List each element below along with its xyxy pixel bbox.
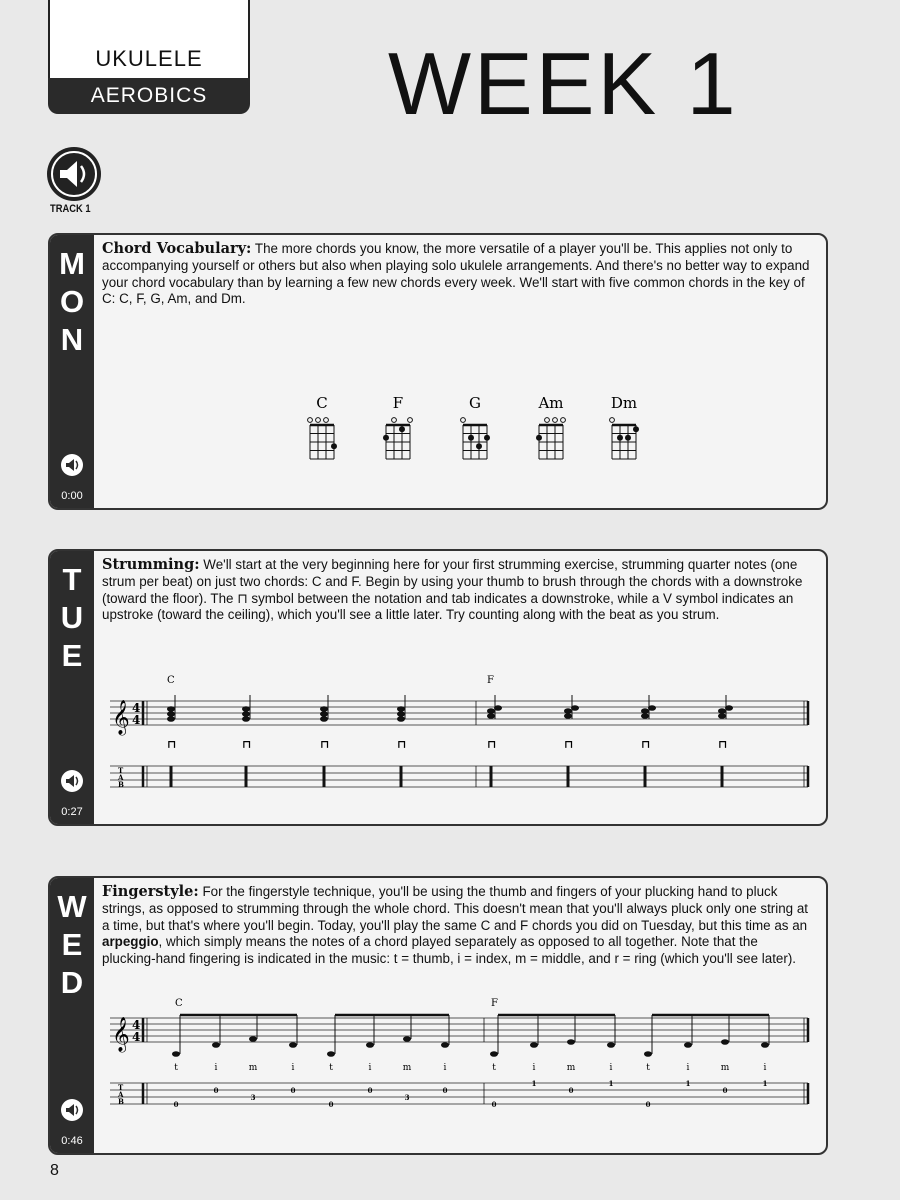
finger-mark: i [532,1063,536,1073]
note-head [320,711,328,717]
open-string-marker [308,418,313,423]
note-head [242,706,250,712]
note-head [490,1051,498,1057]
ukulele-aerobics-logo [48,0,250,116]
note-head [641,713,649,719]
finger-mark: m [566,1063,576,1073]
note-head [320,706,328,712]
note-head [167,716,175,722]
tab-number: 1 [685,1079,691,1088]
tab-number: 0 [173,1100,179,1109]
note-head [530,1042,538,1048]
logo-line2: AEROBICS [48,78,250,114]
page-title: WEEK 1 [388,34,739,133]
finger-mark: i [443,1063,447,1073]
downstroke-symbol: ⊓ [167,738,177,751]
open-string-marker [324,418,329,423]
chord-label: C [175,998,183,1009]
downstroke-symbol: ⊓ [487,738,497,751]
downstroke-symbol: ⊓ [242,738,252,751]
finger-mark: i [291,1063,295,1073]
finger-mark: i [214,1063,218,1073]
finger-mark: i [609,1063,613,1073]
finger-mark: m [402,1063,412,1073]
time-signature-top: 4 [132,701,141,715]
tab-number: 1 [531,1079,537,1088]
note-head [718,713,726,719]
downstroke-symbol: ⊓ [397,738,407,751]
tab-number: 1 [608,1079,614,1088]
open-string-marker [561,418,566,423]
tuesday-panel [48,549,828,826]
fingerstyle-notation [50,878,826,1153]
tab-strum-stem [567,766,570,787]
treble-clef: 𝄞 [112,1017,130,1052]
note-head [212,1042,220,1048]
chord-label: C [167,675,175,686]
monday-panel [48,233,828,510]
section-body: , which simply means the notes of a chord played separately as opposed to all together. Note that the plucking-hand fingering is indicated in the music: t = thumb, i = index, m = middle, and r = ring (which you'll see later). [102,934,797,967]
finger-mark: m [248,1063,258,1073]
chord-name: Dm [610,394,638,412]
finger-mark: t [492,1063,496,1073]
chord-name: C [316,394,328,412]
tab-strum-stem [170,766,173,787]
day-letter: E [61,927,83,962]
day-letter: M [59,246,85,281]
finger-dot [625,435,631,441]
finger-dot [468,435,474,441]
open-string-marker [392,418,397,423]
open-string-marker [461,418,466,423]
note-head [487,713,495,719]
note-head [567,1039,575,1045]
time-signature-bottom: 4 [132,1030,141,1044]
chord-label: F [487,675,494,686]
note-head [441,1042,449,1048]
day-letter: N [60,322,84,357]
tab-number: 0 [367,1086,373,1095]
open-string-marker [545,418,550,423]
tab-number: 0 [290,1086,296,1095]
tab-strum-stem [323,766,326,787]
section-heading: Chord Vocabulary: [102,240,252,257]
finger-dot [476,443,482,449]
note-head [644,1051,652,1057]
note-head [721,1039,729,1045]
tab-number: 0 [491,1100,497,1109]
note-head [249,1036,257,1042]
finger-mark: t [174,1063,178,1073]
tab-strum-stem [644,766,647,787]
tab-number: 0 [568,1086,574,1095]
tab-number: 0 [722,1086,728,1095]
note-head [167,706,175,712]
tab-strum-stem [721,766,724,787]
tab-number: 3 [404,1093,410,1102]
treble-clef: 𝄞 [112,700,130,735]
note-head [242,716,250,722]
note-head [607,1042,615,1048]
finger-dot [617,435,623,441]
finger-mark: i [686,1063,690,1073]
tab-number: 3 [250,1093,256,1102]
section-body: We'll start at the very beginning here for your first strumming exercise, strumming quarter notes (one strum per beat) on just two chords: C and F. Begin by using your thumb to brush through the chords with a downstroke (toward the floor). The ⊓ symbol between the notation and tab indicates a downstroke, while a V symbol indicates an upstroke (toward the ceiling), which you'll see a little later. Try counting along with the beat as you strum. [102,557,803,623]
day-letter: O [59,284,85,319]
finger-mark: i [763,1063,767,1073]
day-letter: W [57,889,87,924]
day-letter: T [62,562,82,597]
chord-diagrams [50,235,826,508]
tab-clef-letter: T [118,766,124,775]
finger-dot [536,435,542,441]
note-head [564,708,572,714]
page-number: 8 [50,1162,59,1179]
day-letter: D [60,965,84,1000]
chord-name: G [469,394,481,412]
tab-clef-letter: A [118,1090,124,1099]
chord-name: Am [538,394,564,412]
note-head [564,713,572,719]
finger-mark: i [368,1063,372,1073]
open-string-marker [553,418,558,423]
finger-dot [633,426,639,432]
open-string-marker [610,418,615,423]
wednesday-panel [48,876,828,1155]
tab-number: 0 [328,1100,334,1109]
note-head [172,1051,180,1057]
time-signature-bottom: 4 [132,713,141,727]
note-head [167,711,175,717]
tab-clef-letter: T [118,1083,124,1092]
tab-number: 0 [213,1086,219,1095]
finger-mark: t [329,1063,333,1073]
day-letter: E [61,638,83,673]
day-letter: U [60,600,84,635]
section-heading: Strumming: [102,556,200,573]
downstroke-symbol: ⊓ [564,738,574,751]
tab-clef-letter: A [118,773,124,782]
strum-notation [50,551,826,824]
note-head [403,1036,411,1042]
chord-label: F [491,998,498,1009]
note-head [641,708,649,714]
chord-name: F [392,394,404,412]
section-body: The more chords you know, the more versatile of a player you'll be. This applies not only to accompanying yourself or others but also when playing solo ukulele arrangements. And there's no better way to expand your chord vocabulary than by learning a few new chords every week. We'll start with five common chords in the key of C: C, F, G, Am, and Dm. [102,241,810,307]
finger-mark: t [646,1063,650,1073]
logo-line1: UKULELE [95,46,203,71]
section-heading: Fingerstyle: [102,883,199,900]
finger-dot [399,426,405,432]
audio-speaker-icon[interactable] [46,146,102,207]
note-head [366,1042,374,1048]
track-time: 0:27 [61,806,83,818]
note-head [397,711,405,717]
note-head [718,708,726,714]
note-head [397,716,405,722]
note-head [397,706,405,712]
track-label: TRACK 1 [50,203,91,215]
note-head [327,1051,335,1057]
finger-dot [484,435,490,441]
tab-strum-stem [245,766,248,787]
downstroke-symbol: ⊓ [320,738,330,751]
note-head [289,1042,297,1048]
tab-strum-stem [490,766,493,787]
section-body-bold: arpeggio [102,934,159,950]
finger-mark: m [720,1063,730,1073]
time-signature-top: 4 [132,1018,141,1032]
tab-number: 0 [442,1086,448,1095]
finger-dot [331,443,337,449]
track-time: 0:00 [61,490,83,502]
note-head [242,711,250,717]
tab-number: 0 [645,1100,651,1109]
track-time: 0:46 [61,1135,83,1147]
tab-clef-letter: B [118,1097,124,1106]
downstroke-symbol: ⊓ [641,738,651,751]
tab-clef-letter: B [118,780,124,789]
section-body: For the fingerstyle technique, you'll be using the thumb and fingers of your plucking hand to pluck strings, as opposed to strumming through the whole chord. This doesn't mean that you'll always pluck only one string at a time, but that's where you'll begin. Today, you'll play the same C and F chords you did on Tuesday, but this time as an [102,884,809,933]
tab-strum-stem [400,766,403,787]
note-head [684,1042,692,1048]
open-string-marker [408,418,413,423]
finger-dot [383,435,389,441]
open-string-marker [316,418,321,423]
note-head [761,1042,769,1048]
downstroke-symbol: ⊓ [718,738,728,751]
tab-number: 1 [762,1079,768,1088]
note-head [320,716,328,722]
note-head [487,708,495,714]
